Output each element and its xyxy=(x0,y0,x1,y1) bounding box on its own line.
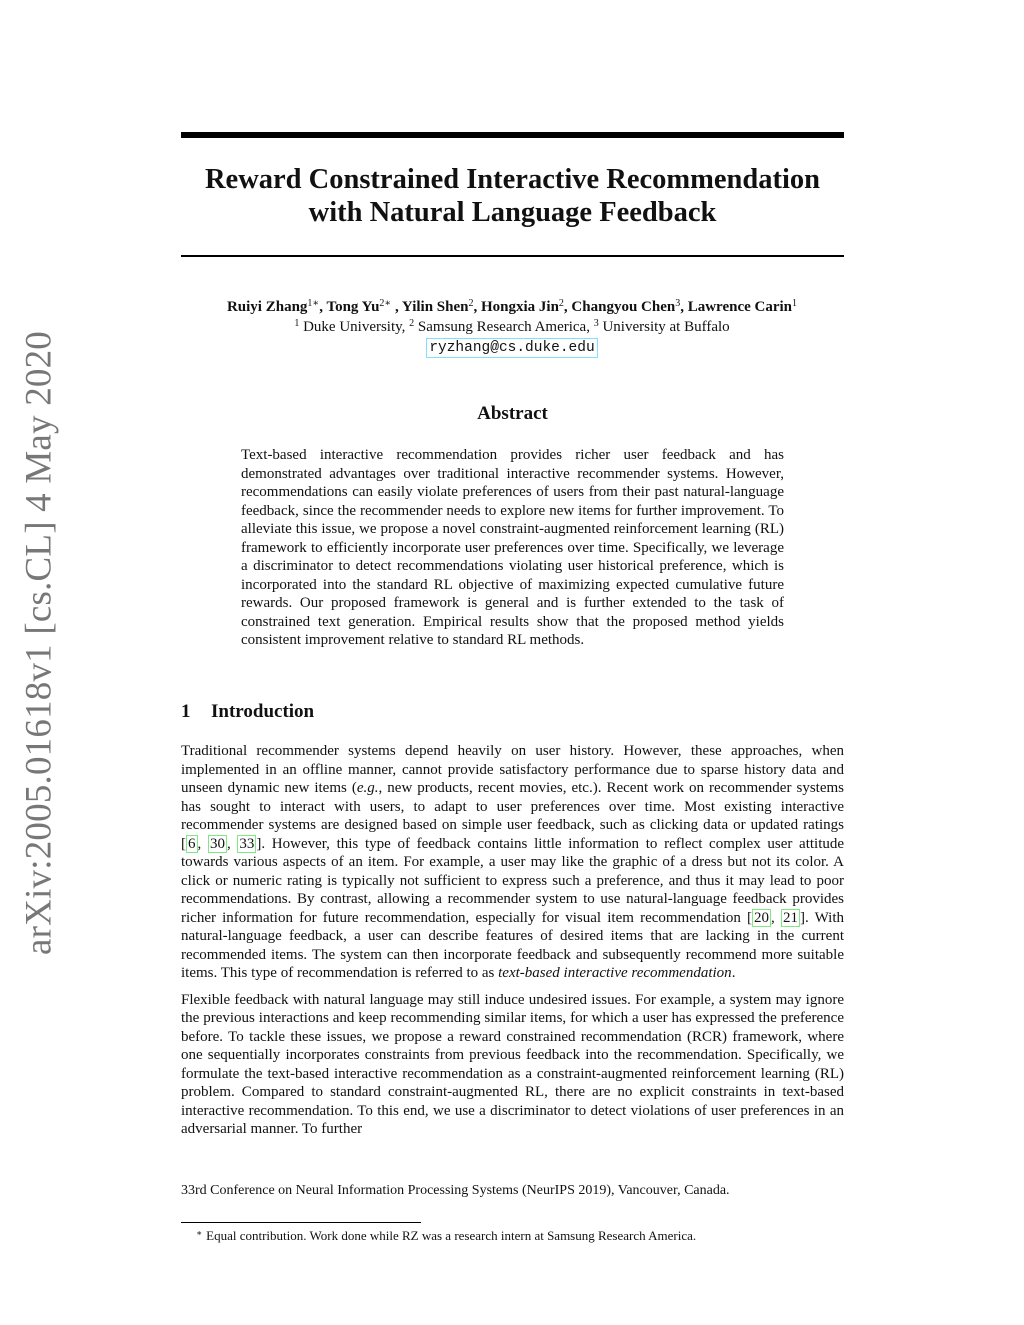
section-heading-introduction xyxy=(181,701,314,723)
footnote-mark: ∗ xyxy=(196,1228,203,1238)
arxiv-sidebar-stamp xyxy=(14,330,64,955)
citation-link[interactable]: 21 xyxy=(782,909,798,926)
author: Hongxia Jin$^2$, xyxy=(480,298,572,315)
citation-link[interactable]: 20 xyxy=(754,909,770,926)
author: Yilin Shen$^2$, xyxy=(401,298,481,315)
introduction-body xyxy=(181,742,844,1147)
affiliation: $^1$ Duke University, xyxy=(294,318,410,335)
citation-link[interactable]: 30 xyxy=(209,835,225,852)
author: Changyou Chen$^3$, xyxy=(571,298,688,315)
affiliation: $^3$ University at Buffalo xyxy=(593,318,730,335)
author: Ruiyi Zhang$^{1∗}$, xyxy=(226,298,327,315)
footnote-rule xyxy=(181,1222,421,1223)
citation-link[interactable]: 33 xyxy=(239,835,255,852)
affiliation-list xyxy=(150,317,874,337)
paper-title xyxy=(181,163,844,229)
author: Tong $Yu^{2∗}$ , xyxy=(326,298,402,315)
author-block xyxy=(150,297,874,358)
title-line-1: Reward Constrained Interactive Recommendation xyxy=(204,164,821,195)
arxiv-identifier: arXiv:2005.01618v1 [cs.CL] 4 May 2020 xyxy=(18,330,60,955)
title-bottom-rule xyxy=(181,255,844,257)
title-top-rule xyxy=(181,132,844,138)
citation-link[interactable]: 6 xyxy=(188,835,196,852)
author-list xyxy=(150,297,874,317)
abstract-text: Text-based interactive recommendation provides richer user feedback and has demonstrated advantages over traditional interactive recommender systems. However, recommendations can easily violate preferences of users from their past natural-language feedback, since the recommender needs to explore new items for further improvement. To alleviate this issue, we propose a novel constraint-augmented reinforcement learning (RL) framework to efficiently incorporate user preferences over time. Specifically, we leverage a discriminator to detect recommendations violating user historical preference, which is incorporated into the standard RL objective of maximizing expected cumulative future rewards. Our proposed framework is general and is further extended to the task of constrained text generation. Empirical results show that the proposed method yields consistent improvement relative to standard RL methods. xyxy=(241,447,784,648)
affiliation: $^2$ Samsung Research America, xyxy=(409,318,594,335)
author: Lawrence Carin$^1$ xyxy=(687,298,798,315)
paragraph: Flexible feedback with natural language may still induce undesired issues. For example, a system may ignore the previous interactions and keep recommending similar items, for which a user has expressed the preference before. To tackle these issues, we propose a reward constrained recommendation (RCR) framework, where one sequentially incorporates constraints from previous feedback into the recommendation. Specifically, we formulate the text-based interactive recommendation as a constraint-augmented reinforcement learning (RL) problem. Compared to standard constraint-augmented RL, there are no explicit constraints in text-based interactive recommendation. To this end, we use a discriminator to detect violations of user preferences in an adversarial manner. To further xyxy=(181,991,844,1137)
footnote xyxy=(196,1228,696,1244)
conference-note: 33rd Conference on Neural Information Processing Systems (NeurIPS 2019), Vancouver, Canada. xyxy=(181,1183,730,1198)
abstract-heading: Abstract xyxy=(477,403,548,424)
email-link[interactable]: ryzhang@cs.duke.edu xyxy=(426,338,597,358)
section-title: Introduction xyxy=(211,701,315,722)
title-line-2: with Natural Language Feedback xyxy=(308,197,717,228)
paragraph: Traditional recommender systems depend heavily on user history. However, these approaches, when implemented in an offline manner, cannot provide satisfactory performance due to sparse history data and unseen dynamic new items (e.g., new products, recent movies, etc.). Recent work on recommender systems has sought to interact with users, to adapt to user preferences over time. Most existing interactive recommender systems are designed based on simple user feedback, such as clicking data or updated ratings [ 6 , 30 , 33 ]. However, this type of feedback contains little information to reflect complex user attitude towards various aspects of an item. For example, a user may like the graphic of a dress but not its color. A click or numeric rating is typically not sufficient to express such a preference, and thus it may lead to poor recommendations. By contrast, allowing a recommender system to use natural-language feedback provides richer information for future recommendation, especially for visual item recommendation [ 20 , 21 ]. With natural-language feedback, a user can describe features of desired items that are lacking in the current recommended items. The system can then incorporate feedback and subsequently recommend more suitable items. This type of recommendation is referred to as text-based interactive recommendation. xyxy=(181,743,845,981)
section-number: 1 xyxy=(181,701,191,722)
footnote-text: Equal contribution. Work done while RZ was a research intern at Samsung Research America. xyxy=(206,1228,697,1243)
